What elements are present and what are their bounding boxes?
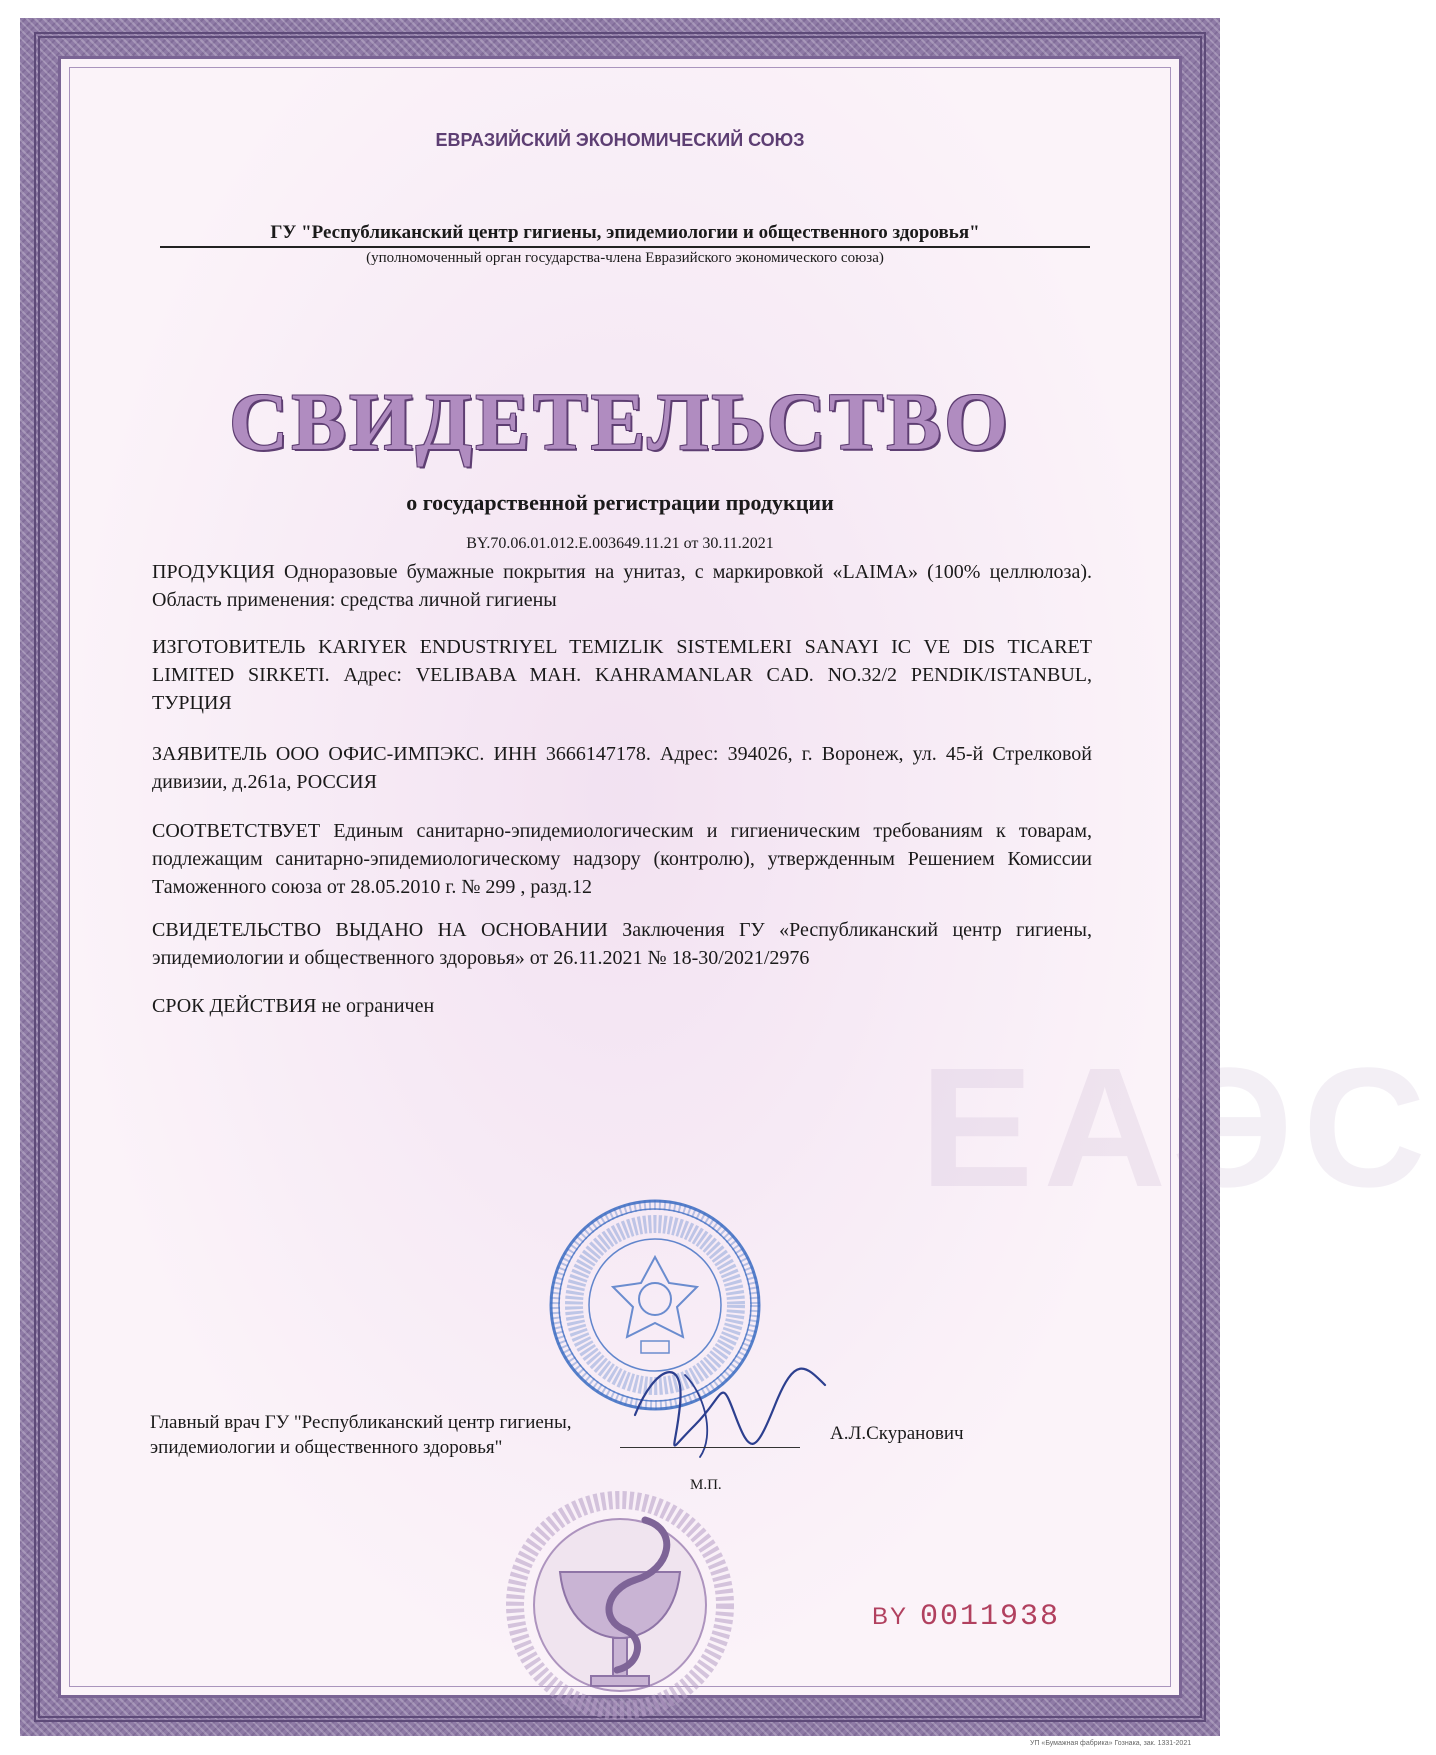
signature-line: [620, 1447, 800, 1448]
eaes-watermark: ЕАЭС: [920, 1033, 1436, 1223]
conformity-section: СООТВЕТСТВУЕТ Единым санитарно-эпидемиологическим и гигиеническим требованиям к товарам, подлежащим санитарно-эпидемиологическому надзору (контролю), утвержденным Решением Комиссии Таможенного союза от 28.05.2010 г. № 299 , разд.12: [152, 820, 1092, 898]
medical-emblem-icon: [505, 1480, 735, 1720]
signer-title: Главный врач ГУ "Республиканский центр гигиены, эпидемиологии и общественного здоровья": [150, 1412, 572, 1458]
organization-underline: [160, 246, 1090, 248]
signer-name: А.Л.Скуранович: [830, 1423, 964, 1444]
issuing-organization: ГУ "Республиканский центр гигиены, эпидемиологии и общественного здоровья": [270, 222, 980, 243]
validity-section: СРОК ДЕЙСТВИЯ не ограничен: [152, 995, 435, 1017]
product-section: ПРОДУКЦИЯ Одноразовые бумажные покрытия на унитаз, с маркировкой «LAIMA» (100% целлюлоза). Область применения: средства личной гигиены: [152, 561, 1092, 611]
serial-number: [872, 1600, 1060, 1634]
manufacturer-section: ИЗГОТОВИТЕЛЬ KARIYER ENDUSTRIYEL TEMIZLIK SISTEMLERI SANAYI IC VE DIS TICARET LIMITED SIRKETI. Адрес: VELIBABA MAH. KAHRAMANLAR CAD. NO.32/2 PENDIK/ISTANBUL, ТУРЦИЯ: [152, 636, 1092, 714]
serial-prefix: BY: [872, 1603, 909, 1630]
organization-note: (уполномоченный орган государства-члена Евразийского экономического союза): [366, 250, 884, 266]
printer-imprint: УП «Бумажная фабрика» Гознака, зак. 1331-2021: [1030, 1740, 1192, 1747]
serial-digits: 0011938: [920, 1600, 1061, 1634]
basis-section: СВИДЕТЕЛЬСТВО ВЫДАНО НА ОСНОВАНИИ Заключения ГУ «Республиканский центр гигиены, эпидемиологии и общественного здоровья» от 26.11.2021 № 18-30/2021/2976: [152, 919, 1092, 969]
certificate-subtitle: о государственной регистрации продукции: [406, 490, 834, 515]
registration-number: BY.70.06.01.012.E.003649.11.21 от 30.11.2021: [466, 535, 774, 552]
applicant-section: ЗАЯВИТЕЛЬ ООО ОФИС-ИМПЭКС. ИНН 3666147178. Адрес: 394026, г. Воронеж, ул. 45-й Стрелковой дивизии, д.261а, РОССИЯ: [152, 743, 1092, 793]
seal-mark-label: М.П.: [690, 1477, 722, 1493]
certificate-title: СВИДЕТЕЛЬСТВО: [229, 376, 1011, 467]
union-heading: ЕВРАЗИЙСКИЙ ЭКОНОМИЧЕСКИЙ СОЮЗ: [435, 130, 805, 150]
